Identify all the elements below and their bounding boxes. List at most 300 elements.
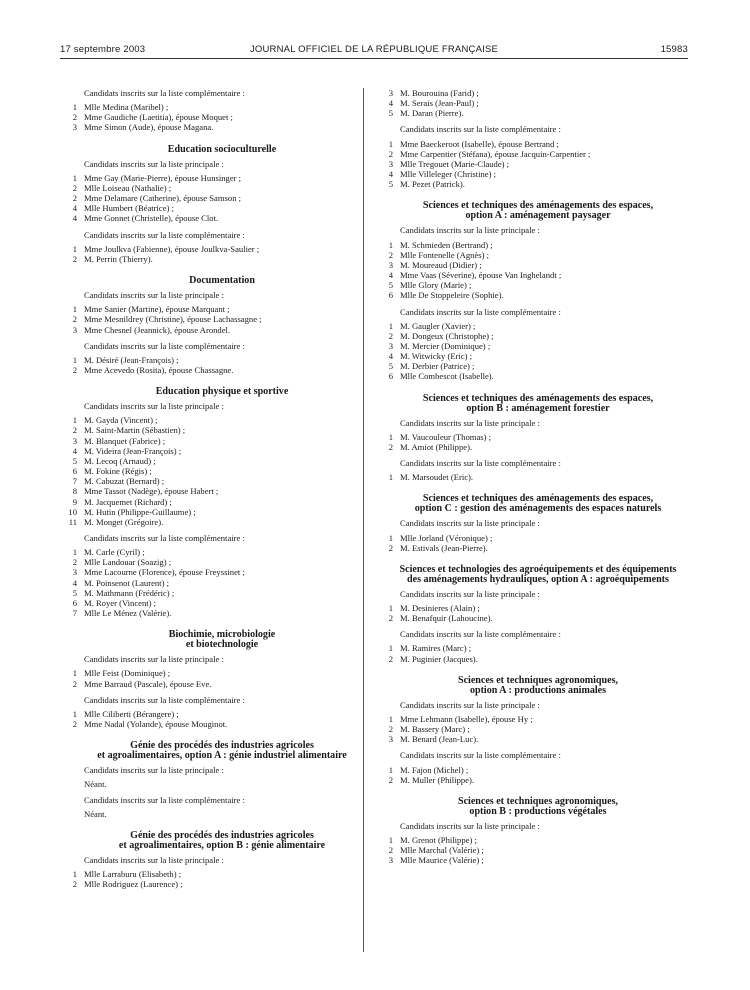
candidate-name: M. Puginier (Jacques). <box>400 653 478 664</box>
list-item <box>64 415 380 425</box>
rank-number: 3 <box>72 324 77 335</box>
candidate-name: Mme Simon (Aude), épouse Magana. <box>84 122 214 133</box>
rank-number: 1 <box>72 354 77 365</box>
candidate-name: M. Amiot (Philippe). <box>400 441 473 452</box>
list-subheading: Candidats inscrits sur la liste complémentaire : <box>400 629 561 640</box>
section-title-line: et agroalimentaires, option B : génie alimentaire <box>118 839 326 851</box>
rank-number: 4 <box>388 169 393 180</box>
list-item <box>380 88 696 98</box>
list-item <box>380 714 696 724</box>
candidate-name: M. Fokine (Régis) ; <box>84 466 152 477</box>
rank-number: 4 <box>72 203 77 214</box>
candidate-name: M. Pezet (Patrick). <box>400 179 465 190</box>
rank-number: 4 <box>388 351 393 362</box>
rank-number: 2 <box>72 879 77 890</box>
list-item <box>380 835 696 845</box>
rank-number: 4 <box>388 270 393 281</box>
list-item <box>64 608 380 618</box>
list-subheading: Candidats inscrits sur la liste principale : <box>84 401 224 412</box>
rank-number: 3 <box>72 122 77 133</box>
list-item <box>64 425 380 435</box>
list-item <box>64 588 380 598</box>
list-item <box>380 240 696 250</box>
list-item <box>64 476 380 486</box>
left-column <box>64 88 380 895</box>
candidate-name: Mlle Larraburu (Elisabeth) ; <box>84 868 182 879</box>
candidate-list <box>380 139 696 190</box>
list-item <box>64 456 380 466</box>
rank-number: 10 <box>68 506 77 517</box>
candidate-name: Mme Mesnildrey (Christine), épouse Lachassagne ; <box>84 314 262 325</box>
candidate-name: M. Jacquemet (Richard) ; <box>84 496 172 507</box>
candidate-name: Mlle Ciliberti (Bérangere) ; <box>84 708 179 719</box>
rank-number: 1 <box>388 472 393 483</box>
candidate-name: M. Marsoudet (Eric). <box>400 472 474 483</box>
candidate-list <box>380 88 696 118</box>
list-item <box>64 466 380 476</box>
list-item <box>64 213 380 223</box>
section-title-line: et biotechnologie <box>185 639 259 651</box>
candidate-list <box>64 415 380 527</box>
rank-number: 1 <box>388 431 393 442</box>
list-subheading: Candidats inscrits sur la liste complémentaire : <box>400 750 561 761</box>
section-title-line: Sciences et techniques agronomiques, <box>457 674 618 686</box>
list-subheading: Candidats inscrits sur la liste principale : <box>84 854 224 865</box>
rank-number: 1 <box>388 239 393 250</box>
list-item <box>64 547 380 557</box>
candidate-name: M. Daran (Pierre). <box>400 108 464 119</box>
rank-number: 1 <box>388 713 393 724</box>
rank-number: 2 <box>388 148 393 159</box>
section-title-line: Education socioculturelle <box>167 143 277 155</box>
list-item <box>380 361 696 371</box>
candidate-name: Mme Gaudiche (Laetitia), épouse Moquet ; <box>84 112 233 123</box>
list-item <box>380 179 696 189</box>
list-item <box>64 122 380 132</box>
candidate-name: Mme Chesnel (Jeannick), épouse Arondel. <box>84 324 231 335</box>
list-item <box>64 304 380 314</box>
rank-number: 2 <box>388 774 393 785</box>
list-item <box>64 254 380 264</box>
list-item <box>380 724 696 734</box>
candidate-name: M. Hutin (Philippe-Guillaume) ; <box>84 506 196 517</box>
rank-number: 1 <box>388 320 393 331</box>
candidate-name: Mlle Marchal (Valérie) ; <box>400 845 484 856</box>
list-subheading: Candidats inscrits sur la liste principale : <box>84 654 224 665</box>
candidate-name: Mlle Loiseau (Nathalie) ; <box>84 182 172 193</box>
candidate-list <box>64 304 380 334</box>
candidate-name: Mlle Villeleger (Christine) ; <box>400 169 496 180</box>
candidate-name: M. Poinsenot (Laurent) ; <box>84 577 169 588</box>
list-item <box>380 533 696 543</box>
rank-number: 1 <box>72 547 77 558</box>
list-subheading: Candidats inscrits sur la liste principale : <box>400 820 540 831</box>
list-item <box>64 173 380 183</box>
candidate-name: M. Ramires (Marc) ; <box>400 643 472 654</box>
list-subheading: Candidats inscrits sur la liste complémentaire : <box>84 794 245 805</box>
candidate-name: M. Carle (Cyril) ; <box>84 547 145 558</box>
list-item <box>64 869 380 879</box>
rank-number: 5 <box>388 361 393 372</box>
section-title-line: option B : aménagement forestier <box>466 402 610 414</box>
candidate-name: M. Desinieres (Alain) ; <box>400 603 480 613</box>
candidate-name: Mlle Glory (Marie) ; <box>400 280 472 291</box>
rank-number: 7 <box>72 476 77 487</box>
list-item <box>64 578 380 588</box>
rank-number: 6 <box>388 290 393 301</box>
rank-number: 6 <box>72 597 77 608</box>
list-item <box>64 436 380 446</box>
candidate-name: M. Mathmann (Frédéric) ; <box>84 587 175 598</box>
rank-number: 2 <box>388 845 393 856</box>
rank-number: 2 <box>72 253 77 264</box>
candidate-name: Mme Vaas (Séverine), épouse Van Inghelandt ; <box>400 270 562 281</box>
section-title <box>64 831 380 851</box>
candidate-name: M. Grenot (Philippe) ; <box>400 835 477 846</box>
rank-number: 3 <box>388 855 393 866</box>
section-title-line: et agroalimentaires, option A : génie industriel alimentaire <box>97 750 347 762</box>
candidate-name: M. Derbier (Patrice) ; <box>400 361 475 372</box>
rank-number: 1 <box>388 835 393 846</box>
section-title-line: option A : aménagement paysager <box>465 210 611 222</box>
rank-number: 3 <box>388 734 393 745</box>
section-title-line: Education physique et sportive <box>155 386 289 398</box>
candidate-name: M. Monget (Grégoire). <box>84 516 164 527</box>
list-subheading: Candidats inscrits sur la liste complémentaire : <box>84 533 245 543</box>
section-title-line: des aménagements hydrauliques, option A : agroéquipements <box>407 573 669 585</box>
list-item <box>64 497 380 507</box>
rank-number: 9 <box>72 496 77 507</box>
candidate-list <box>380 765 696 785</box>
list-item <box>380 98 696 108</box>
list-item <box>64 486 380 496</box>
list-item <box>64 709 380 719</box>
rank-number: 1 <box>388 603 393 613</box>
list-item <box>64 517 380 527</box>
page-header <box>60 44 688 58</box>
section-title <box>380 494 696 514</box>
list-value: Néant. <box>84 808 107 819</box>
candidate-name: M. Mercier (Dominique) ; <box>400 340 491 351</box>
column-divider <box>363 88 364 952</box>
rank-number: 1 <box>72 415 77 426</box>
candidate-list <box>380 472 696 482</box>
candidate-name: M. Fajon (Michel) ; <box>400 764 469 775</box>
list-subheading: Candidats inscrits sur la liste principale : <box>400 518 540 529</box>
rank-number: 2 <box>72 182 77 193</box>
rank-number: 1 <box>388 138 393 149</box>
candidate-name: Mme Acevedo (Rosita), épouse Chassagne. <box>84 364 234 375</box>
candidate-name: M. Vaucouleur (Thomas) ; <box>400 431 492 442</box>
list-item <box>64 507 380 517</box>
list-subheading: Candidats inscrits sur la liste principale : <box>84 765 224 776</box>
list-item <box>380 341 696 351</box>
section-title <box>64 630 380 650</box>
candidate-name: Mlle Humbert (Béatrice) ; <box>84 203 174 214</box>
candidate-list <box>380 533 696 553</box>
candidate-name: Mlle Landouar (Soazig) ; <box>84 557 172 568</box>
rank-number: 2 <box>72 112 77 123</box>
candidate-name: M. Cabuzat (Bernard) ; <box>84 476 165 487</box>
journal-title: JOURNAL OFFICIEL DE LA RÉPUBLIQUE FRANÇAISE <box>249 44 499 55</box>
list-item <box>380 159 696 169</box>
right-column <box>380 88 696 872</box>
list-item <box>380 603 696 613</box>
list-item <box>380 654 696 664</box>
candidate-list <box>380 603 696 623</box>
list-item <box>64 365 380 375</box>
list-item <box>380 845 696 855</box>
section-title <box>64 145 380 155</box>
list-subheading: Candidats inscrits sur la liste complémentaire : <box>84 694 245 705</box>
list-subheading: Candidats inscrits sur la liste complémentaire : <box>84 340 245 351</box>
list-item <box>64 446 380 456</box>
rank-number: 1 <box>72 243 77 254</box>
rank-number: 1 <box>72 668 77 679</box>
rank-number: 3 <box>388 88 393 98</box>
list-subheading: Candidats inscrits sur la liste complémentaire : <box>400 458 561 469</box>
rank-number: 2 <box>72 678 77 689</box>
candidate-list <box>380 432 696 452</box>
list-item <box>64 193 380 203</box>
candidate-name: M. Saint-Martin (Sébastien) ; <box>84 425 186 436</box>
list-item <box>380 442 696 452</box>
list-item <box>380 432 696 442</box>
section-title <box>64 741 380 761</box>
list-subheading: Candidats inscrits sur la liste complémentaire : <box>84 88 245 98</box>
candidate-name: Mlle Jorland (Véronique) ; <box>400 532 493 543</box>
rank-number: 4 <box>388 98 393 109</box>
candidate-name: Mlle Fontenelle (Agnès) ; <box>400 249 490 260</box>
candidate-list <box>64 869 380 889</box>
section-title <box>380 565 696 585</box>
rank-number: 5 <box>72 455 77 466</box>
candidate-name: M. Videira (Jean-François) ; <box>84 445 182 456</box>
list-item <box>64 679 380 689</box>
rank-number: 6 <box>388 371 393 382</box>
publication-date: 17 septembre 2003 <box>60 44 146 55</box>
list-item <box>380 775 696 785</box>
candidate-list <box>380 835 696 865</box>
section-title-line: Génie des procédés des industries agricoles <box>130 740 314 752</box>
rank-number: 3 <box>72 567 77 578</box>
candidate-name: Mlle Le Ménez (Valérie). <box>84 608 172 619</box>
list-item <box>380 643 696 653</box>
list-item <box>64 112 380 122</box>
rank-number: 6 <box>72 466 77 477</box>
candidate-list <box>64 709 380 729</box>
list-item <box>380 280 696 290</box>
page-number: 15983 <box>660 44 688 55</box>
rank-number: 2 <box>388 613 393 624</box>
candidate-list <box>64 355 380 375</box>
section-title-line: Biochimie, microbiologie <box>168 629 276 641</box>
section-title-line: Sciences et techniques des aménagements des espaces, <box>422 493 654 505</box>
list-subheading: Candidats inscrits sur la liste principale : <box>84 290 224 301</box>
candidate-name: Mme Sanier (Martine), épouse Marquant ; <box>84 304 230 315</box>
candidate-name: Mlle Tregouet (Marie-Claude) ; <box>400 158 510 169</box>
rank-number: 5 <box>388 280 393 291</box>
candidate-name: M. Moureaud (Didier) ; <box>400 259 482 270</box>
header-rule <box>60 58 688 59</box>
candidate-name: M. Bassery (Marc) ; <box>400 724 470 735</box>
list-subheading: Candidats inscrits sur la liste complémentaire : <box>84 229 245 240</box>
candidate-list <box>380 643 696 663</box>
list-item <box>64 719 380 729</box>
section-title-line: option A : productions animales <box>469 684 607 696</box>
section-title-line: Génie des procédés des industries agricoles <box>130 829 314 841</box>
rank-number: 8 <box>72 486 77 497</box>
rank-number: 5 <box>388 179 393 190</box>
list-item <box>380 149 696 159</box>
list-item <box>380 543 696 553</box>
list-item <box>380 250 696 260</box>
section-title-line: Sciences et techniques des aménagements des espaces, <box>422 200 654 212</box>
rank-number: 2 <box>388 249 393 260</box>
candidate-name: M. Muller (Philippe). <box>400 774 474 785</box>
list-item <box>64 557 380 567</box>
candidate-name: Mme Nadal (Yolande), épouse Mouginot. <box>84 719 228 730</box>
list-item <box>380 270 696 280</box>
list-item <box>380 260 696 270</box>
candidate-name: M. Serais (Jean-Paul) ; <box>400 98 479 109</box>
candidate-list <box>64 102 380 132</box>
rank-number: 1 <box>388 532 393 543</box>
list-item <box>380 613 696 623</box>
candidate-name: Mlle Medina (Maribel) ; <box>84 102 169 113</box>
section-title-line: option B : productions végétales <box>469 805 607 817</box>
rank-number: 1 <box>72 102 77 113</box>
list-subheading: Candidats inscrits sur la liste principale : <box>400 699 540 710</box>
section-title-line: option C : gestion des aménagements des espaces naturels <box>414 503 662 515</box>
candidate-name: Mme Carpentier (Stéfana), épouse Jacquin-Carpentier ; <box>400 148 591 159</box>
candidate-name: M. Witwicky (Eric) ; <box>400 351 473 362</box>
candidate-name: Mlle De Stoppeleire (Sophie). <box>400 290 504 301</box>
rank-number: 2 <box>388 653 393 664</box>
rank-number: 2 <box>388 330 393 341</box>
candidate-name: M. Désiré (Jean-François) ; <box>84 354 179 365</box>
candidate-list <box>64 173 380 224</box>
section-title-line: Documentation <box>189 275 255 287</box>
list-item <box>380 351 696 361</box>
rank-number: 4 <box>72 213 77 224</box>
candidate-name: M. Schmieden (Bertrand) ; <box>400 239 493 250</box>
rank-number: 2 <box>72 557 77 568</box>
list-subheading: Candidats inscrits sur la liste principale : <box>400 588 540 599</box>
list-item <box>380 108 696 118</box>
candidate-list <box>64 668 380 688</box>
candidate-name: Mme Tassot (Nadège), épouse Habert ; <box>84 486 219 497</box>
candidate-name: Mme Delamare (Catherine), épouse Samson ; <box>84 193 242 204</box>
candidate-name: Mme Joulkva (Fabienne), épouse Joulkva-Saulier ; <box>84 243 260 254</box>
list-item <box>64 244 380 254</box>
list-subheading: Candidats inscrits sur la liste principale : <box>84 158 224 169</box>
rank-number: 2 <box>72 314 77 325</box>
list-item <box>64 567 380 577</box>
rank-number: 2 <box>72 425 77 436</box>
rank-number: 3 <box>388 340 393 351</box>
list-item <box>64 314 380 324</box>
list-item <box>380 331 696 341</box>
rank-number: 5 <box>72 587 77 598</box>
list-subheading: Candidats inscrits sur la liste principale : <box>400 225 540 236</box>
section-title <box>380 797 696 817</box>
candidate-name: Mme Gonnet (Christelle), épouse Clot. <box>84 213 219 224</box>
candidate-list <box>380 321 696 382</box>
list-item <box>380 290 696 300</box>
candidate-name: M. Blanquet (Fabrice) ; <box>84 435 166 446</box>
list-item <box>64 183 380 193</box>
candidate-name: M. Dongeux (Christophe) ; <box>400 330 494 341</box>
list-item <box>380 321 696 331</box>
rank-number: 3 <box>388 158 393 169</box>
list-item <box>380 855 696 865</box>
rank-number: 1 <box>388 643 393 654</box>
candidate-name: M. Lecoq (Arnaud) ; <box>84 455 156 466</box>
candidate-name: M. Gaugler (Xavier) ; <box>400 320 476 331</box>
candidate-name: M. Estivals (Jean-Pierre). <box>400 542 488 553</box>
section-title <box>380 394 696 414</box>
candidate-name: Mlle Maurice (Valérie) ; <box>400 855 484 866</box>
list-subheading: Candidats inscrits sur la liste principale : <box>400 417 540 428</box>
list-subheading: Candidats inscrits sur la liste complémentaire : <box>400 124 561 135</box>
rank-number: 7 <box>72 608 77 619</box>
list-item <box>64 879 380 889</box>
section-title <box>64 276 380 286</box>
list-item <box>64 203 380 213</box>
candidate-name: M. Royer (Vincent) ; <box>84 597 157 608</box>
rank-number: 1 <box>72 868 77 879</box>
rank-number: 2 <box>388 542 393 553</box>
candidate-name: M. Bourouina (Farid) ; <box>400 88 479 98</box>
candidate-list <box>64 244 380 264</box>
rank-number: 2 <box>388 724 393 735</box>
list-subheading: Candidats inscrits sur la liste complémentaire : <box>400 306 561 317</box>
rank-number: 1 <box>72 304 77 315</box>
section-title <box>380 201 696 221</box>
rank-number: 1 <box>72 172 77 183</box>
candidate-name: M. Gayda (Vincent) ; <box>84 415 158 426</box>
list-item <box>380 734 696 744</box>
section-title <box>380 676 696 696</box>
candidate-name: Mme Lehmann (Isabelle), épouse Hy ; <box>400 713 533 724</box>
list-item <box>64 355 380 365</box>
candidate-name: Mme Lacourne (Florence), épouse Freyssinet ; <box>84 567 245 578</box>
section-title-line: Sciences et techniques agronomiques, <box>457 795 618 807</box>
candidate-name: Mlle Rodriguez (Laurence) ; <box>84 879 183 890</box>
candidate-name: Mme Gay (Marie-Pierre), épouse Hunsinger ; <box>84 172 242 183</box>
list-item <box>64 668 380 678</box>
list-item <box>380 472 696 482</box>
candidate-list <box>380 714 696 744</box>
rank-number: 3 <box>388 259 393 270</box>
rank-number: 2 <box>72 193 77 204</box>
candidate-name: M. Perrin (Thierry). <box>84 253 153 264</box>
list-item <box>64 598 380 608</box>
candidate-name: Mlle Combescot (Isabelle). <box>400 371 494 382</box>
section-title-line: Sciences et technologies des agroéquipements et des équipements <box>399 563 677 575</box>
rank-number: 4 <box>72 445 77 456</box>
candidate-name: Mlle Feist (Dominique) ; <box>84 668 171 679</box>
rank-number: 3 <box>72 435 77 446</box>
candidate-list <box>64 547 380 618</box>
candidate-name: M. Benafquir (Lahoucine). <box>400 613 493 624</box>
rank-number: 2 <box>72 364 77 375</box>
rank-number: 4 <box>72 577 77 588</box>
rank-number: 5 <box>388 108 393 119</box>
rank-number: 1 <box>388 764 393 775</box>
list-value: Néant. <box>84 779 107 790</box>
